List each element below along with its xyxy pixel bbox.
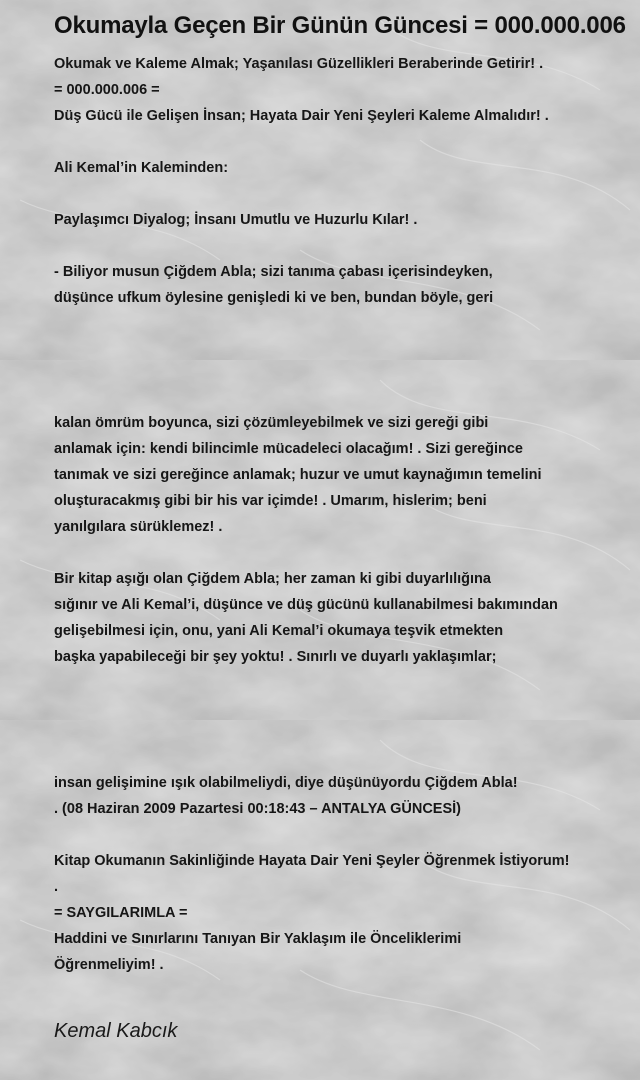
text-line: - Biliyor musun Çiğdem Abla; sizi tanıma çabası içerisindeyken, bbox=[54, 264, 493, 280]
text-line: sığınır ve Ali Kemal’i, düşünce ve düş gücünü kullanabilmesi bakımından bbox=[54, 597, 558, 613]
text-line: = SAYGILARIMLA = bbox=[54, 905, 188, 921]
text-line: . bbox=[54, 879, 59, 895]
text-line: kalan ömrüm boyunca, sizi çözümleyebilmek ve sizi gereği gibi bbox=[54, 415, 489, 431]
text-line: = 000.000.006 = bbox=[54, 82, 160, 98]
text-line: Düş Gücü ile Gelişen İnsan; Hayata Dair Yeni Şeyleri Kaleme Almalıdır! . bbox=[54, 108, 549, 124]
text-line: Paylaşımcı Diyalog; İnsanı Umutlu ve Huzurlu Kılar! . bbox=[54, 212, 418, 228]
text-line: başka yapabileceği bir şey yoktu! . Sınırlı ve duyarlı yaklaşımlar; bbox=[54, 649, 497, 665]
text-line: . (08 Haziran 2009 Pazartesi 00:18:43 – ANTALYA GÜNCESİ) bbox=[54, 801, 461, 817]
text-line: Öğrenmeliyim! . bbox=[54, 957, 164, 973]
text-line: Bir kitap aşığı olan Çiğdem Abla; her zaman ki gibi duyarlılığına bbox=[54, 571, 491, 587]
text-line: anlamak için: kendi bilincimle mücadeleci olacağım! . Sizi gereğince bbox=[54, 441, 523, 457]
text-line: Kitap Okumanın Sakinliğinde Hayata Dair Yeni Şeyler Öğrenmek İstiyorum! bbox=[54, 853, 570, 869]
text-line: tanımak ve sizi gereğince anlamak; huzur ve umut kaynağımın temelini bbox=[54, 467, 542, 483]
text-line: Ali Kemal’in Kaleminden: bbox=[54, 160, 229, 176]
page-title: Okumayla Geçen Bir Günün Güncesi = 000.000.006 bbox=[54, 12, 626, 39]
text-line: Haddini ve Sınırlarını Tanıyan Bir Yaklaşım ile Önceliklerimi bbox=[54, 931, 462, 947]
text-line: oluşturacakmış gibi bir his var içimde! . Umarım, hislerim; beni bbox=[54, 493, 487, 509]
text-line: düşünce ufkum öylesine genişledi ki ve ben, bundan böyle, geri bbox=[54, 290, 494, 306]
author-signature: Kemal Kabcık bbox=[54, 1020, 178, 1042]
text-line: gelişebilmesi için, onu, yani Ali Kemal’i okumaya teşvik etmekten bbox=[54, 623, 504, 639]
text-line: insan gelişimine ışık olabilmeliydi, diye düşünüyordu Çiğdem Abla! bbox=[54, 775, 518, 791]
text-line: Okumak ve Kaleme Almak; Yaşanılası Güzellikleri Beraberinde Getirir! . bbox=[54, 56, 544, 72]
text-line: yanılgılara sürüklemez! . bbox=[54, 519, 223, 535]
